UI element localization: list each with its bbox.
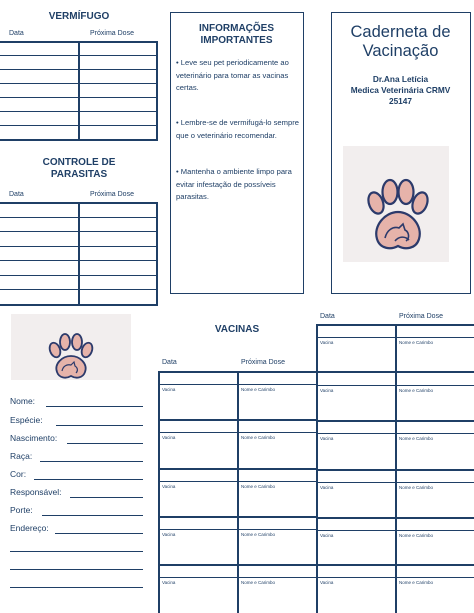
nome-carimbo-cell-label: Nome e Carimbo xyxy=(241,580,276,585)
vacinas-col-next: Próxima Dose xyxy=(241,359,285,366)
vacina-cell-label: Vacina xyxy=(162,484,176,489)
pet-paw-image xyxy=(11,314,131,380)
parasitas-col-date: Data xyxy=(9,191,24,198)
vet-title: Medica Veterinária CRMV xyxy=(350,85,451,95)
vacina-cell-label: Vacina xyxy=(162,580,176,585)
info-title-line1: INFORMAÇÕES xyxy=(199,23,274,34)
vacina-cell-label: Vacina xyxy=(162,532,176,537)
label-especie: Espécie: xyxy=(10,415,43,425)
nome-carimbo-cell-label: Nome e Carimbo xyxy=(399,340,434,345)
cover-vet-info xyxy=(332,74,469,107)
label-cor: Cor: xyxy=(10,469,27,479)
address-line-4[interactable] xyxy=(10,587,143,588)
paw-with-cat-and-dog-icon xyxy=(343,146,449,262)
info-title xyxy=(171,23,302,47)
vacina-cell-label: Vacina xyxy=(320,485,334,490)
vermifugo-title: VERMÍFUGO xyxy=(48,11,110,22)
parasitas-title-line2: PARASITAS xyxy=(50,169,108,180)
cover-paw-image xyxy=(343,146,449,262)
label-nascimento: Nascimento: xyxy=(10,433,58,443)
input-porte[interactable] xyxy=(42,515,143,516)
cover-title xyxy=(332,23,469,61)
parasitas-table xyxy=(0,202,158,306)
input-nascimento[interactable] xyxy=(67,443,143,444)
input-cor[interactable] xyxy=(34,479,143,480)
input-endereco[interactable] xyxy=(55,533,143,534)
vacina-cell-label: Vacina xyxy=(320,340,334,345)
info-panel xyxy=(170,12,304,294)
input-raca[interactable] xyxy=(40,461,143,462)
label-nome: Nome: xyxy=(10,396,36,406)
label-porte: Porte: xyxy=(10,505,33,515)
cover-panel xyxy=(331,12,471,294)
info-item-1: • Leve seu pet periodicamente ao veterinário para tomar as vacinas certas. xyxy=(176,58,289,92)
input-especie[interactable] xyxy=(56,425,143,426)
vacina-cell-label: Vacina xyxy=(162,435,176,440)
nome-carimbo-cell-label: Nome e Carimbo xyxy=(399,580,434,585)
vacina-cell-label: Vacina xyxy=(320,388,334,393)
nome-carimbo-cell-label: Nome e Carimbo xyxy=(399,533,434,538)
vermifugo-col-next: Próxima Dose xyxy=(90,30,134,37)
vacina-cell-label: Vacina xyxy=(162,387,176,392)
vacinas-table xyxy=(158,371,318,613)
nome-carimbo-cell-label: Nome e Carimbo xyxy=(241,532,276,537)
vacinas-right-col-next: Próxima Dose xyxy=(399,313,443,320)
paw-with-cat-and-dog-icon xyxy=(11,314,131,380)
input-responsavel[interactable] xyxy=(70,497,143,498)
info-item-3: • Mantenha o ambiente limpo para evitar infestação de possíveis parasitas. xyxy=(176,167,292,201)
vacinas-right-col-date: Data xyxy=(320,313,335,320)
label-endereco: Endereço: xyxy=(10,523,49,533)
vet-crmv: 25147 xyxy=(388,96,413,106)
parasitas-title xyxy=(0,157,158,181)
vet-name: Dr.Ana Letícia xyxy=(372,74,429,84)
input-nome[interactable] xyxy=(46,406,143,407)
cover-title-line2: Vacinação xyxy=(362,42,439,60)
nome-carimbo-cell-label: Nome e Carimbo xyxy=(241,484,276,489)
nome-carimbo-cell-label: Nome e Carimbo xyxy=(399,436,434,441)
parasitas-col-next: Próxima Dose xyxy=(90,191,134,198)
info-item-2: • Lembre-se de vermifugá-lo sempre que o veterinário recomendar. xyxy=(176,118,299,140)
nome-carimbo-cell-label: Nome e Carimbo xyxy=(399,485,434,490)
vacina-cell-label: Vacina xyxy=(320,436,334,441)
label-raca: Raça: xyxy=(10,451,33,461)
vacinas-title: VACINAS xyxy=(214,324,260,335)
vermifugo-table xyxy=(0,41,158,141)
nome-carimbo-cell-label: Nome e Carimbo xyxy=(241,387,276,392)
address-line-2[interactable] xyxy=(10,551,143,552)
info-title-line2: IMPORTANTES xyxy=(200,35,273,46)
nome-carimbo-cell-label: Nome e Carimbo xyxy=(399,388,434,393)
vacina-cell-label: Vacina xyxy=(320,580,334,585)
vacinas-right-table xyxy=(316,324,474,613)
vacina-cell-label: Vacina xyxy=(320,533,334,538)
address-line-3[interactable] xyxy=(10,569,143,570)
parasitas-title-line1: CONTROLE DE xyxy=(42,157,116,168)
nome-carimbo-cell-label: Nome e Carimbo xyxy=(241,435,276,440)
cover-title-line1: Caderneta de xyxy=(350,23,451,41)
label-responsavel: Responsável: xyxy=(10,487,62,497)
vacinas-col-date: Data xyxy=(162,359,177,366)
vermifugo-col-date: Data xyxy=(9,30,24,37)
